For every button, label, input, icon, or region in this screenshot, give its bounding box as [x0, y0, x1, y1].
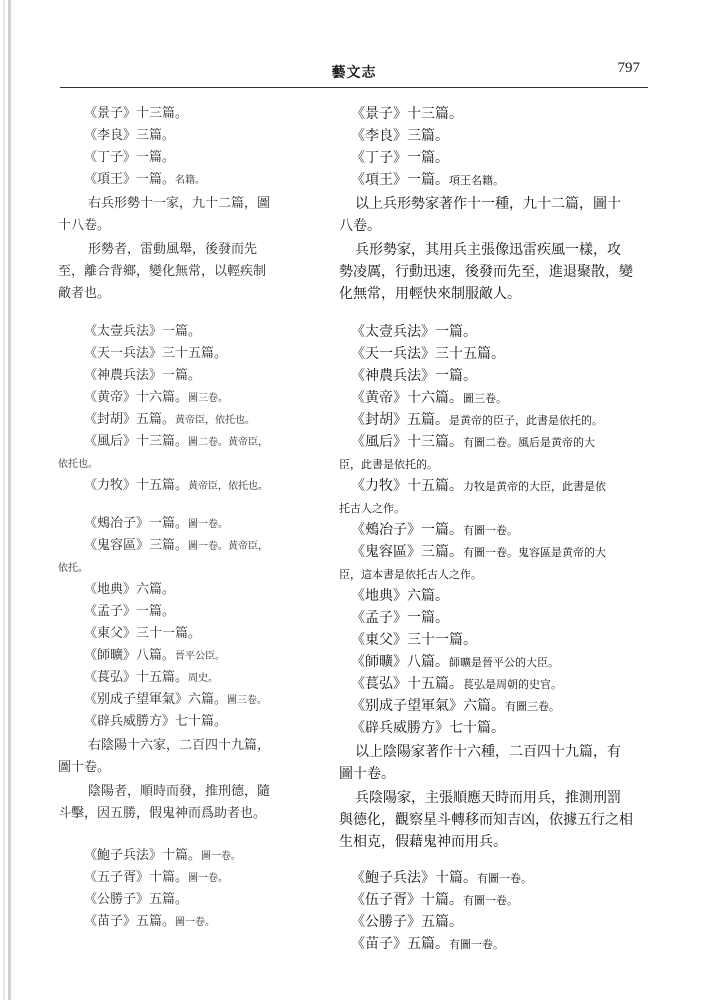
right-line — [355, 745, 621, 759]
right-line — [351, 871, 532, 885]
right-line — [355, 791, 621, 805]
entry-text: 勢凌厲，行動迅速，後發而先至，進退聚散，變 — [339, 264, 633, 280]
entry-text: 化無常，用輕快來制服敵人。 — [339, 286, 521, 302]
left-line — [84, 347, 227, 360]
right-line — [351, 677, 562, 691]
entry-note: 圖二卷。黄帝臣， — [188, 437, 269, 448]
right-line — [339, 835, 507, 849]
entry-note: 臣，這本書是依托古人之作。 — [339, 568, 482, 581]
entry-text: 《項王》一篇。 — [84, 172, 176, 187]
entry-note: 圖一卷。 — [201, 851, 242, 862]
entry-text: 《黄帝》十六篇。 — [84, 390, 189, 405]
entry-note: 力牧是黄帝的大臣，此書是依 — [463, 480, 606, 493]
entry-note: 黄帝臣，依托也。 — [175, 415, 256, 426]
entry-note: 圖一卷。黄帝臣， — [188, 541, 269, 552]
entry-text: 《别成子望軍氣》六篇。 — [84, 692, 228, 707]
right-line — [351, 655, 559, 669]
entry-text: 《公勝子》五篇。 — [351, 914, 463, 930]
entry-text: 《伍子胥》十篇。 — [351, 892, 463, 908]
entry-text: 八卷。 — [339, 218, 381, 234]
entry-note: 臣，此書是依托的。 — [339, 458, 438, 471]
entry-text: 《辟兵威勝方》七十篇。 — [84, 714, 228, 729]
right-line — [339, 567, 482, 581]
entry-text: 《丁子》一篇。 — [84, 150, 176, 165]
left-line — [58, 807, 266, 820]
right-line — [339, 767, 395, 781]
left-line — [84, 715, 227, 728]
entry-text: 《東父》三十一篇。 — [351, 632, 477, 648]
entry-text: 《鮑子兵法》十篇。 — [84, 848, 202, 863]
entry-note: 圖一卷。 — [175, 917, 216, 928]
entry-text: 陰陽者，順時而發，推刑德，隨 — [88, 784, 271, 799]
entry-note: 圖一卷。 — [188, 519, 229, 530]
entry-text: 《太壹兵法》一篇。 — [351, 324, 477, 340]
entry-note: 是黄帝的臣子，此書是依托的。 — [449, 414, 603, 427]
entry-text: 以上陰陽家著作十六種，二百四十九篇，有 — [355, 744, 621, 760]
entry-text: 《風后》十三篇。 — [84, 434, 189, 449]
left-line — [84, 893, 188, 906]
left-line — [84, 915, 215, 928]
right-line — [351, 107, 463, 121]
right-line — [339, 219, 381, 233]
right-line — [351, 151, 449, 165]
entry-text: 生相克，假藉鬼神而用兵。 — [339, 834, 507, 850]
entry-text: 《别成子望軍氣》六篇。 — [351, 698, 505, 714]
entry-text: 圖十卷。 — [339, 766, 395, 782]
left-line — [84, 479, 268, 492]
left-line — [88, 243, 257, 256]
entry-text: 以上兵形勢家著作十一種，九十二篇，圖十 — [355, 196, 621, 212]
entry-text: 《師曠》八篇。 — [84, 648, 176, 663]
left-line — [88, 785, 270, 798]
left-line — [84, 151, 175, 164]
right-line — [351, 937, 504, 951]
entry-text: 《孟子》一篇。 — [84, 604, 176, 619]
left-line — [84, 129, 175, 142]
right-line — [339, 501, 405, 515]
right-line — [355, 243, 621, 257]
entry-note: 托古人之作。 — [339, 502, 405, 515]
entry-note: 圖三卷。 — [463, 392, 507, 405]
left-line — [84, 391, 228, 404]
entry-text: 《鬼容區》三篇。 — [84, 538, 189, 553]
entry-note: 萇弘是周朝的史官。 — [463, 678, 562, 691]
entry-text: 《封胡》五篇。 — [84, 412, 176, 427]
entry-text: 《孟子》一篇。 — [351, 610, 449, 626]
page-edge — [8, 0, 11, 1000]
left-line — [84, 605, 175, 618]
page-header — [60, 58, 648, 86]
entry-note: 名籍。 — [175, 175, 206, 186]
left-line — [84, 693, 267, 706]
left-line — [84, 627, 201, 640]
entry-text: 《天一兵法》三十五篇。 — [351, 346, 505, 362]
right-line — [339, 457, 438, 471]
entry-text: 《風后》十三篇。 — [351, 434, 463, 450]
entry-text: 《鵊冶子》一篇。 — [351, 522, 463, 538]
entry-text: 兵陰陽家，主張順應天時而用兵，推測刑罰 — [355, 790, 621, 806]
left-line — [84, 649, 225, 662]
entry-text: 《地典》六篇。 — [351, 588, 449, 604]
left-line — [84, 369, 201, 382]
right-line — [351, 369, 477, 383]
entry-note: 晉平公臣。 — [175, 651, 226, 662]
left-line — [84, 173, 205, 186]
right-line — [351, 325, 477, 339]
left-line — [84, 583, 175, 596]
right-line — [351, 545, 606, 559]
entry-text: 《力牧》十五篇。 — [84, 478, 189, 493]
entry-text: 《力牧》十五篇。 — [351, 478, 463, 494]
left-line — [58, 219, 110, 232]
right-line — [351, 435, 595, 449]
entry-text: 至，離合背鄉，變化無常，以輕疾制 — [58, 264, 267, 279]
entry-text: 《景子》十三篇。 — [84, 106, 189, 121]
right-line — [351, 523, 518, 537]
left-line — [88, 197, 270, 210]
right-line — [351, 413, 603, 427]
right-line — [339, 265, 633, 279]
right-line — [351, 699, 560, 713]
left-line — [84, 325, 201, 338]
right-line — [351, 129, 449, 143]
left-line — [58, 287, 110, 300]
running-title: 藝文志 — [331, 65, 377, 81]
right-line — [351, 721, 505, 735]
left-line — [58, 761, 110, 774]
left-line — [84, 539, 268, 552]
entry-note: 師曠是晉平公的大臣。 — [449, 656, 559, 669]
right-line — [339, 287, 521, 301]
right-line — [351, 611, 449, 625]
entry-text: 《東父》三十一篇。 — [84, 626, 202, 641]
entry-text: 十八卷。 — [58, 218, 111, 233]
right-line — [355, 197, 621, 211]
left-line — [84, 871, 228, 884]
left-line — [84, 413, 255, 426]
right-line — [351, 173, 504, 187]
right-line — [351, 893, 518, 907]
entry-note: 項王名籍。 — [449, 174, 504, 187]
entry-text: 與德化，觀察星斗轉移而知吉凶，依據五行之相 — [339, 812, 633, 828]
right-line — [351, 915, 463, 929]
left-line — [58, 457, 98, 470]
page-number: 797 — [617, 60, 640, 76]
entry-text: 《萇弘》十五篇。 — [84, 670, 189, 685]
entry-text: 圖十卷。 — [58, 760, 111, 775]
left-line — [84, 517, 228, 530]
entry-text: 《項王》一篇。 — [351, 172, 449, 188]
entry-text: 《苗子》五篇。 — [84, 914, 176, 929]
entry-text: 《鮑子兵法》十篇。 — [351, 870, 477, 886]
entry-text: 《封胡》五篇。 — [351, 412, 449, 428]
left-line — [58, 265, 266, 278]
right-line — [351, 633, 477, 647]
entry-text: 《丁子》一篇。 — [351, 150, 449, 166]
entry-text: 《李良》三篇。 — [351, 128, 449, 144]
entry-text: 《黄帝》十六篇。 — [351, 390, 463, 406]
left-line — [84, 671, 218, 684]
left-line — [84, 435, 268, 448]
entry-text: 《鬼容區》三篇。 — [351, 544, 463, 560]
entry-text: 《太壹兵法》一篇。 — [84, 324, 202, 339]
entry-text: 《公勝子》五篇。 — [84, 892, 189, 907]
entry-text: 右陰陽十六家，二百四十九篇， — [88, 738, 271, 753]
left-line — [88, 739, 270, 752]
entry-text: 《鵊冶子》一篇。 — [84, 516, 189, 531]
right-line — [351, 479, 606, 493]
entry-text: 《神農兵法》一篇。 — [351, 368, 477, 384]
entry-note: 有圖一卷。 — [477, 872, 532, 885]
right-line — [351, 391, 507, 405]
entry-text: 《神農兵法》一篇。 — [84, 368, 202, 383]
entry-note: 有圖三卷。 — [505, 700, 560, 713]
entry-text: 形勢者，雷動風舉，後發而先 — [88, 242, 258, 257]
entry-note: 有圖一卷。 — [463, 524, 518, 537]
entry-text: 《師曠》八篇。 — [351, 654, 449, 670]
entry-text: 《李良》三篇。 — [84, 128, 176, 143]
header-rule — [60, 87, 648, 88]
right-line — [351, 347, 505, 361]
entry-text: 敵者也。 — [58, 286, 111, 301]
entry-text: 《景子》十三篇。 — [351, 106, 463, 122]
entry-note: 依托也。 — [58, 459, 98, 470]
right-line — [339, 813, 633, 827]
entry-note: 有圖一卷。 — [463, 894, 518, 907]
entry-note: 圖一卷。 — [188, 873, 229, 884]
entry-text: 兵形勢家，其用兵主張像迅雷疾風一樣，攻 — [355, 242, 621, 258]
entry-text: 斗擊，因五勝，假鬼神而爲助者也。 — [58, 806, 267, 821]
entry-note: 圖三卷。 — [188, 393, 229, 404]
entry-text: 《苗子》五篇。 — [351, 936, 449, 952]
entry-text: 右兵形勢十一家，九十二篇，圖 — [88, 196, 271, 211]
left-line — [84, 107, 188, 120]
entry-note: 有圖一卷。 — [449, 938, 504, 951]
entry-text: 《地典》六篇。 — [84, 582, 176, 597]
left-line — [84, 849, 241, 862]
entry-note: 依托。 — [58, 563, 88, 574]
entry-text: 《五子胥》十篇。 — [84, 870, 189, 885]
entry-note: 有圖二卷。風后是黄帝的大 — [463, 436, 595, 449]
entry-note: 圖三卷。 — [227, 695, 268, 706]
entry-note: 周史。 — [188, 673, 219, 684]
right-line — [351, 589, 449, 603]
page-edge-shadow — [3, 0, 5, 1000]
entry-note: 黄帝臣，依托也。 — [188, 481, 269, 492]
left-line — [58, 561, 88, 574]
entry-note: 有圖一卷。鬼容區是黄帝的大 — [463, 546, 606, 559]
entry-text: 《辟兵威勝方》七十篇。 — [351, 720, 505, 736]
entry-text: 《天一兵法》三十五篇。 — [84, 346, 228, 361]
entry-text: 《萇弘》十五篇。 — [351, 676, 463, 692]
